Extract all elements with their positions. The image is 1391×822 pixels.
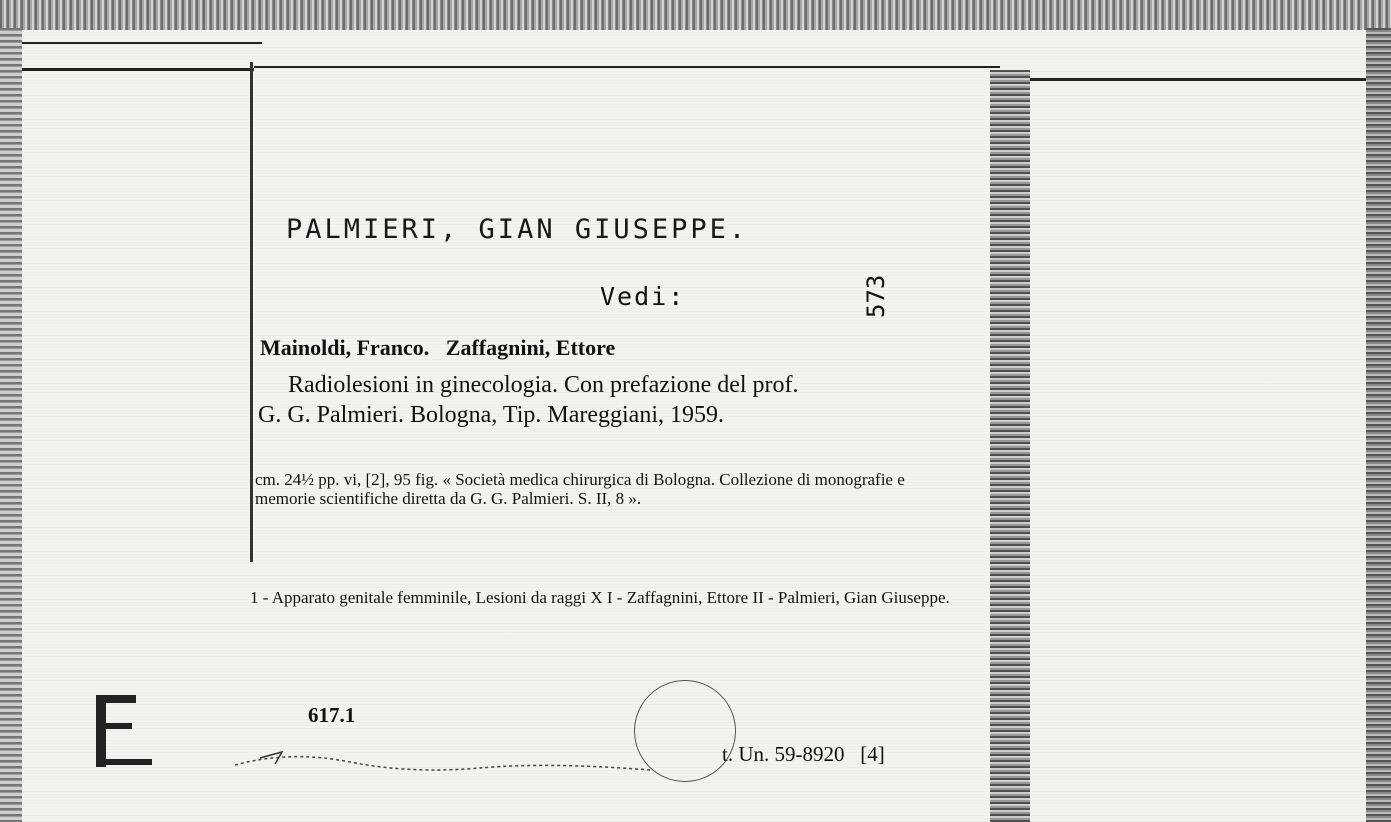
scan-right-edge (1366, 28, 1391, 822)
title-statement (258, 370, 968, 430)
card-side-number: 573 (862, 274, 890, 318)
title-line-2: G. G. Palmieri. Bologna, Tip. Mareggiani, 1959. (258, 402, 724, 428)
title-line-1: Radiolesioni in ginecologia. Con prefazione del prof. (288, 372, 799, 398)
collation-note: cm. 24½ pp. vi, [2], 95 fig. « Società medica chirurgica di Bologna. Collezione di monografie e memorie scientifiche diretta da G. G. Palmieri. S. II, 8 ». (255, 470, 905, 508)
catalog-heading: PALMIERI, GIAN GIUSEPPE. (286, 214, 749, 245)
card-left-border (250, 62, 253, 562)
card-top-border (254, 66, 1000, 68)
classification-number: 617.1 (308, 703, 356, 727)
scan-top-edge (0, 0, 1391, 30)
card-control-number: t. Un. 59-8920 [4] (722, 742, 885, 766)
authors-line: Mainoldi, Franco. Zaffagnini, Ettore (260, 335, 616, 360)
frame-line-top-left (22, 68, 254, 71)
scan-smudge (230, 740, 730, 780)
frame-line-upper-left (22, 42, 262, 44)
card-right-border (990, 70, 1030, 822)
see-reference-label: Vedi: (600, 282, 686, 311)
drawer-f-mark (92, 693, 152, 769)
scan-left-edge (0, 28, 22, 822)
subject-tracings: 1 - Apparato genitale femminile, Lesioni da raggi X I - Zaffagnini, Ettore II - Palmieri, Gian Giuseppe. (250, 588, 950, 607)
frame-line-top-right (1030, 78, 1366, 81)
